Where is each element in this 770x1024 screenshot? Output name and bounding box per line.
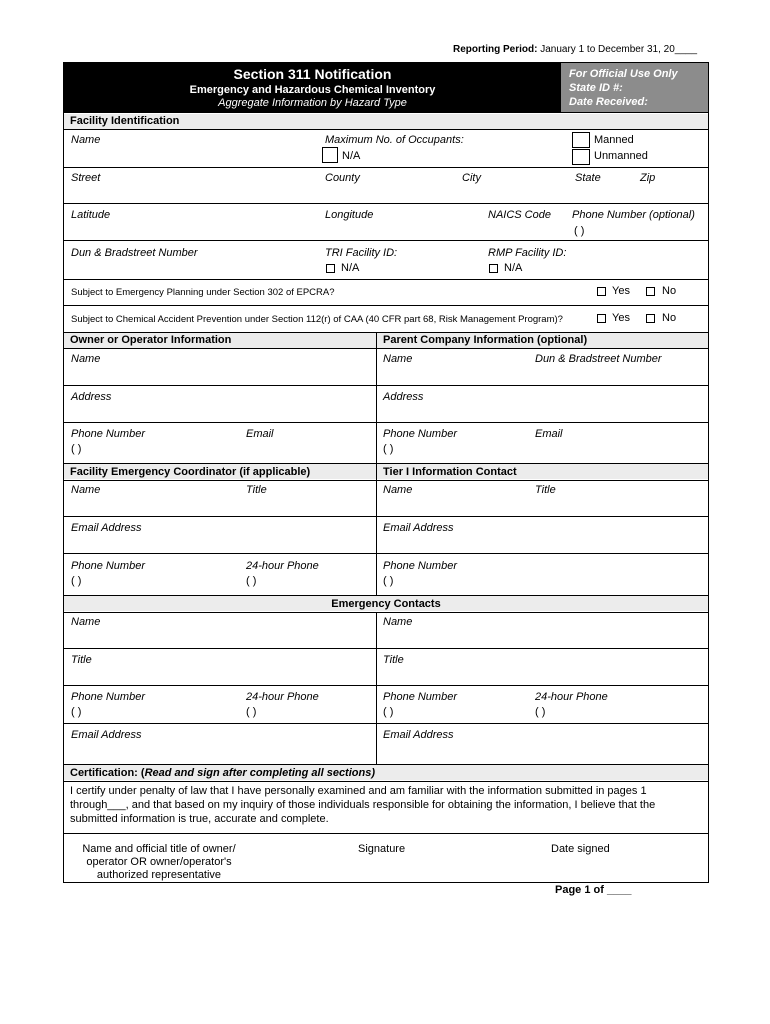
max-occupants-label[interactable]: Maximum No. of Occupants: [325,134,464,146]
parent-heading: Parent Company Information (optional) [383,334,588,346]
facility-heading: Facility Identification [70,115,180,127]
certification-line-3: submitted information is true, accurate and complete. [70,813,329,825]
signer-name-label[interactable] [64,843,254,882]
page-number: Page 1 of ____ [555,884,632,896]
rmp-label[interactable]: RMP Facility ID: [488,247,567,259]
tier1-title-label[interactable]: Title [535,484,556,496]
form-subtitle-2: Aggregate Information by Hazard Type [218,97,407,109]
emergency1-title-label[interactable]: Title [71,654,92,666]
divider [63,348,709,349]
divider [63,833,709,834]
column-divider [376,612,377,764]
owner-heading: Owner or Operator Information [70,334,232,346]
coordinator-phone-paren: ( ) [71,575,82,587]
rmp-na-checkbox[interactable] [489,264,498,273]
emergency2-phone24-label[interactable]: 24-hour Phone [535,691,608,703]
longitude-label[interactable]: Longitude [325,209,374,221]
city-label[interactable]: City [462,172,481,184]
emergency1-phone24-paren: ( ) [246,706,257,718]
emergency1-phone24-label[interactable]: 24-hour Phone [246,691,319,703]
occupants-na-checkbox[interactable] [322,147,338,163]
coordinator-phone24-paren: ( ) [246,575,257,587]
form-title: Section 311 Notification [233,66,392,82]
emergency1-email-label[interactable]: Email Address [71,729,142,741]
tri-label[interactable]: TRI Facility ID: [325,247,398,259]
official-use-label: For Official Use Only [569,68,678,80]
divider [63,279,709,280]
q302-yes-checkbox[interactable] [597,287,606,296]
owner-email-label[interactable]: Email [246,428,274,440]
owner-phone-paren: ( ) [71,443,82,455]
latitude-label[interactable]: Latitude [71,209,111,221]
q302-no-checkbox[interactable] [646,287,655,296]
naics-label[interactable]: NAICS Code [488,209,551,221]
divider [63,553,709,554]
tier1-heading: Tier I Information Contact [383,466,517,478]
facility-phone-paren: ( ) [574,225,585,237]
question-112r: Subject to Chemical Accident Prevention under Section 112(r) of CAA (40 CFR part 68, Risk Management Program)? [71,314,563,325]
tri-na-label: N/A [341,262,360,274]
owner-address-label[interactable]: Address [71,391,112,403]
column-divider [376,333,377,463]
date-signed-label[interactable]: Date signed [551,843,610,855]
emergency1-phone-paren: ( ) [71,706,82,718]
facility-phone-label[interactable]: Phone Number (optional) [572,209,695,221]
emergency1-name-label[interactable]: Name [71,616,101,628]
occupants-na-label: N/A [342,150,361,162]
form-bottom-border [63,882,709,883]
certification-heading [70,767,375,779]
form-right-border [708,113,709,883]
form-subtitle: Emergency and Hazardous Chemical Inventory [189,84,436,96]
manned-label: Manned [594,134,634,146]
divider [63,240,709,241]
q112r-yes-label: Yes [612,312,630,324]
tier1-phone-label[interactable]: Phone Number [383,560,457,572]
emergency2-email-label[interactable]: Email Address [383,729,454,741]
divider [63,685,709,686]
signer-name-line-1: Name and official title of owner/ [82,843,236,855]
title-block [64,63,561,112]
parent-dun-label[interactable]: Dun & Bradstreet Number [535,353,662,365]
coordinator-name-label[interactable]: Name [71,484,101,496]
emergency-heading: Emergency Contacts [331,598,441,610]
divider [63,129,709,130]
parent-address-label[interactable]: Address [383,391,424,403]
certification-text [70,784,655,826]
coordinator-title-label[interactable]: Title [246,484,267,496]
tier1-name-label[interactable]: Name [383,484,413,496]
unmanned-checkbox[interactable] [572,149,590,165]
county-label[interactable]: County [325,172,360,184]
q112r-no-label: No [662,312,677,324]
divider [63,167,709,168]
street-label[interactable]: Street [71,172,101,184]
owner-name-label[interactable]: Name [71,353,101,365]
unmanned-label: Unmanned [594,150,648,162]
emergency1-phone-label[interactable]: Phone Number [71,691,145,703]
certification-heading-text: Certification: ( [70,767,145,779]
owner-phone-label[interactable]: Phone Number [71,428,145,440]
parent-email-label[interactable]: Email [535,428,563,440]
coordinator-heading: Facility Emergency Coordinator (if applicable) [70,466,311,478]
divider [63,612,709,613]
coordinator-phone24-label[interactable]: 24-hour Phone [246,560,319,572]
emergency2-title-label[interactable]: Title [383,654,404,666]
signature-label[interactable]: Signature [358,843,406,855]
column-divider [376,464,377,595]
manned-checkbox[interactable] [572,132,590,148]
divider [63,480,709,481]
q112r-no-checkbox[interactable] [646,314,655,323]
official-use-block [561,63,708,112]
signer-name-line-2: operator OR owner/operator's [86,856,232,868]
divider [63,305,709,306]
certification-line-2: through___, and that based on my inquiry of those individuals responsible for obtaining the information, I believe that the [70,799,656,811]
emergency2-phone-label[interactable]: Phone Number [383,691,457,703]
date-received-label: Date Received: [569,96,648,108]
tier1-phone-paren: ( ) [383,575,394,587]
form-header [63,62,709,113]
parent-name-label[interactable]: Name [383,353,413,365]
divider [63,385,709,386]
tri-na-checkbox[interactable] [326,264,335,273]
emergency2-name-label[interactable]: Name [383,616,413,628]
q112r-yes-checkbox[interactable] [597,314,606,323]
emergency2-phone24-paren: ( ) [535,706,546,718]
emergency2-phone-paren: ( ) [383,706,394,718]
divider [63,781,709,782]
divider [63,723,709,724]
zip-label[interactable]: Zip [640,172,656,184]
tier1-email-label[interactable]: Email Address [383,522,454,534]
q302-no-label: No [662,285,677,297]
q302-yes-label: Yes [612,285,630,297]
reporting-period [453,44,697,55]
question-302: Subject to Emergency Planning under Section 302 of EPCRA? [71,287,335,298]
divider [63,422,709,423]
reporting-period-value: January 1 to December 31, 20____ [540,44,698,55]
divider [63,203,709,204]
rmp-na-label: N/A [504,262,523,274]
certification-heading-italic: Read and sign after completing all sections) [144,767,375,779]
state-label[interactable]: State [575,172,601,184]
divider [63,648,709,649]
dun-label[interactable]: Dun & Bradstreet Number [71,247,198,259]
coordinator-email-label[interactable]: Email Address [71,522,142,534]
parent-phone-paren: ( ) [383,443,394,455]
certification-line-1: I certify under penalty of law that I have personally examined and am familiar with the information submitted in pages 1 [70,785,647,797]
signer-name-line-3: authorized representative [96,869,222,881]
divider [63,516,709,517]
state-id-label: State ID #: [569,82,623,94]
parent-phone-label[interactable]: Phone Number [383,428,457,440]
coordinator-phone-label[interactable]: Phone Number [71,560,145,572]
facility-name-label[interactable]: Name [71,134,101,146]
reporting-period-label: Reporting Period: [453,44,538,55]
